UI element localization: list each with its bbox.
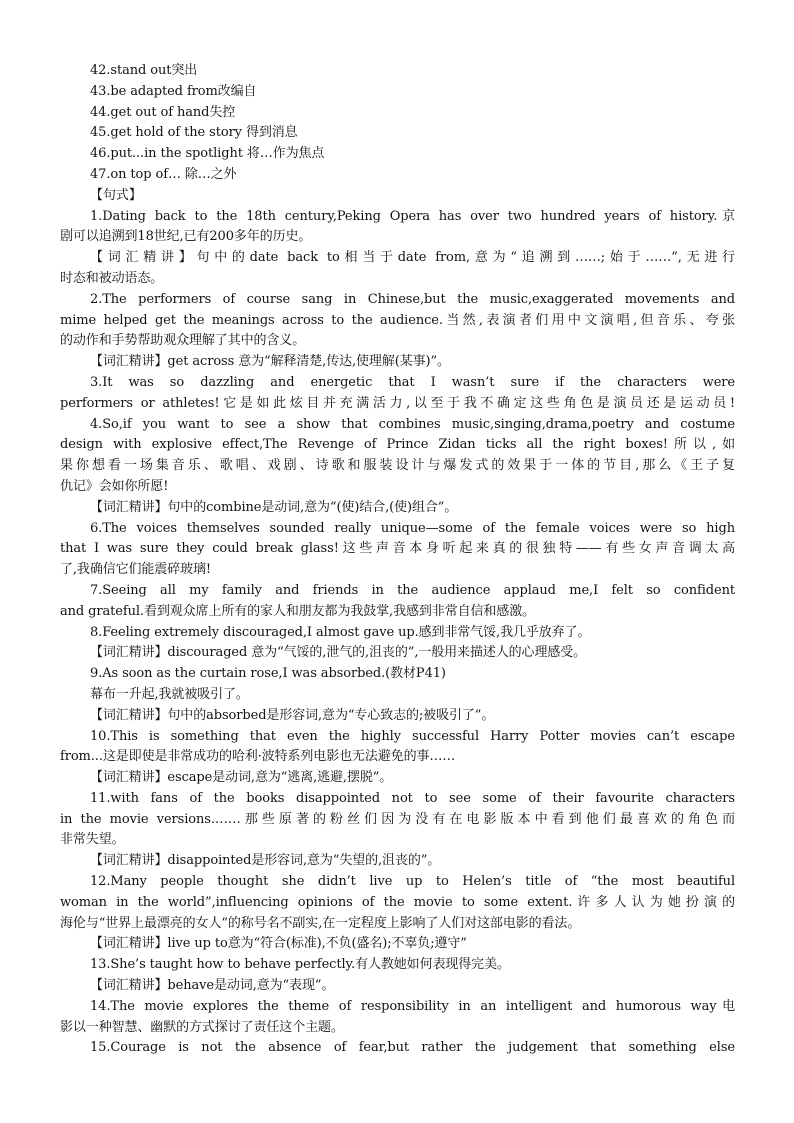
- text-line: 了,我确信它们能震碎玻璃!: [60, 562, 212, 578]
- text-line: 9.As soon as the curtain rose,I was absorbed.(教材P41): [90, 666, 446, 682]
- text-line: 幕布一升起,我就被吸引了。: [90, 686, 249, 702]
- text-line: 海伦与“世界上最漂亮的女人”的称号名不副实,在一定程度上影响了人们对这部电影的看法。: [60, 915, 581, 931]
- text-line: and grateful.看到观众席上所有的家人和朋友都为我鼓掌,我感到非常自信和感激。: [60, 603, 535, 619]
- text-line: 【词汇精讲】句中的combine是动词,意为“(使)结合,(使)组合”。: [90, 499, 458, 515]
- text-line: 8.Feeling extremely discouraged,I almost gave up.感到非常气馁,我几乎放弃了。: [90, 624, 591, 640]
- text-line: 果你想看一场集音乐、歌唱、戏剧、诗歌和服装设计与爆发式的效果于一体的节目,那么《王子复: [60, 458, 735, 474]
- text-line: that I was sure they could break glass!这些声音本身听起来真的很独特——有些女声音调太高: [60, 541, 735, 557]
- document-body: [60, 61, 735, 1059]
- text-line: 13.She’s taught how to behave perfectly.有人教她如何表现得完美。: [90, 957, 510, 973]
- text-line: 时态和被动语态。: [60, 270, 164, 286]
- text-line: 11.with fans of the books disappointed not to see some of their favourite characters: [90, 790, 735, 806]
- text-line: 【词汇精讲】behave是动词,意为“表现”。: [90, 978, 335, 994]
- text-line: 42.stand out突出: [90, 63, 198, 78]
- text-line: 【词汇精讲】句中的absorbed是形容词,意为“专心致志的;被吸引了”。: [90, 707, 495, 723]
- text-line: 2.The performers of course sang in Chinese,but the music,exaggerated movements and: [90, 291, 735, 307]
- text-line: performers or athletes!它是如此炫目并充满活力,以至于我不确定这些角色是演员还是运动员!: [60, 395, 735, 411]
- text-line: 7.Seeing all my family and friends in the audience applaud me,I felt so confident: [90, 582, 735, 598]
- text-line: 的动作和手势帮助观众理解了其中的含义。: [60, 333, 306, 349]
- text-line: 剧可以追溯到18世纪,已有200多年的历史。: [60, 229, 312, 245]
- text-line: 【词汇精讲】disappointed是形容词,意为“失望的,沮丧的”。: [90, 853, 441, 869]
- text-line: 15.Courage is not the absence of fear,but rather the judgement that something else: [90, 1040, 735, 1056]
- text-line: 47.on top of… 除…之外: [90, 166, 237, 182]
- text-line: 【词汇精讲】escape是动词,意为“逃离,逃避,摆脱”。: [90, 770, 393, 786]
- text-line: 3.It was so dazzling and energetic that I wasn’t sure if the characters were: [90, 374, 735, 390]
- text-line: 44.get out of hand失控: [90, 104, 236, 120]
- text-line: 45.get hold of the story 得到消息: [90, 125, 298, 141]
- text-line: 46.put...in the spotlight 将…作为焦点: [90, 146, 325, 162]
- text-line: 【词汇精讲】get across 意为“解释清楚,传达,使理解(某事)”。: [90, 354, 450, 370]
- text-line: 仇记》会如你所愿!: [60, 478, 169, 494]
- text-line: in the movie versions.……那些原著的粉丝们因为没有在电影版本中看到他们最喜欢的角色而: [60, 811, 735, 827]
- text-line: 非常失望。: [60, 832, 125, 848]
- text-line: 4.So,if you want to see a show that combines music,singing,drama,poetry and costume: [90, 416, 735, 432]
- text-line: 43.be adapted from改编自: [90, 83, 257, 99]
- text-line: 影以一种智慧、幽默的方式探讨了责任这个主题。: [60, 1019, 344, 1035]
- text-line: 14.The movie explores the theme of responsibility in an intelligent and humorous way电: [90, 998, 735, 1014]
- text-line: 【词汇精讲】句中的date back to相当于date from,意为“追溯到……;始于……”,无进行: [90, 250, 735, 266]
- text-line: 1.Dating back to the 18th century,Peking Opera has over two hundred years of history.京: [90, 208, 735, 224]
- text-line: 10.This is something that even the highly successful Harry Potter movies can’t escape: [90, 728, 735, 744]
- text-line: 【句式】: [90, 187, 142, 203]
- text-line: design with explosive effect,The Revenge of Prince Zidan ticks all the right boxes!所以,如: [60, 437, 735, 453]
- text-line: mime helped get the meanings across to the audience.当然,表演者们用中文演唱,但音乐、夸张: [60, 312, 735, 328]
- text-line: 12.Many people thought she didn’t live up to Helen’s title of “the most beautiful: [90, 874, 735, 890]
- text-line: 【词汇精讲】live up to意为“符合(标准),不负(盛名);不辜负;遵守”: [90, 936, 467, 952]
- text-line: from...这是即使是非常成功的哈利·波特系列电影也无法避免的事……: [60, 749, 456, 765]
- text-line: 【词汇精讲】discouraged 意为“气馁的,泄气的,沮丧的”,一般用来描述人的心理感受。: [90, 645, 587, 661]
- text-line: 6.The voices themselves sounded really unique—some of the female voices were so high: [90, 520, 735, 536]
- text-line: woman in the world”,influencing opinions of the movie to some extent.许多人认为她扮演的: [60, 894, 735, 910]
